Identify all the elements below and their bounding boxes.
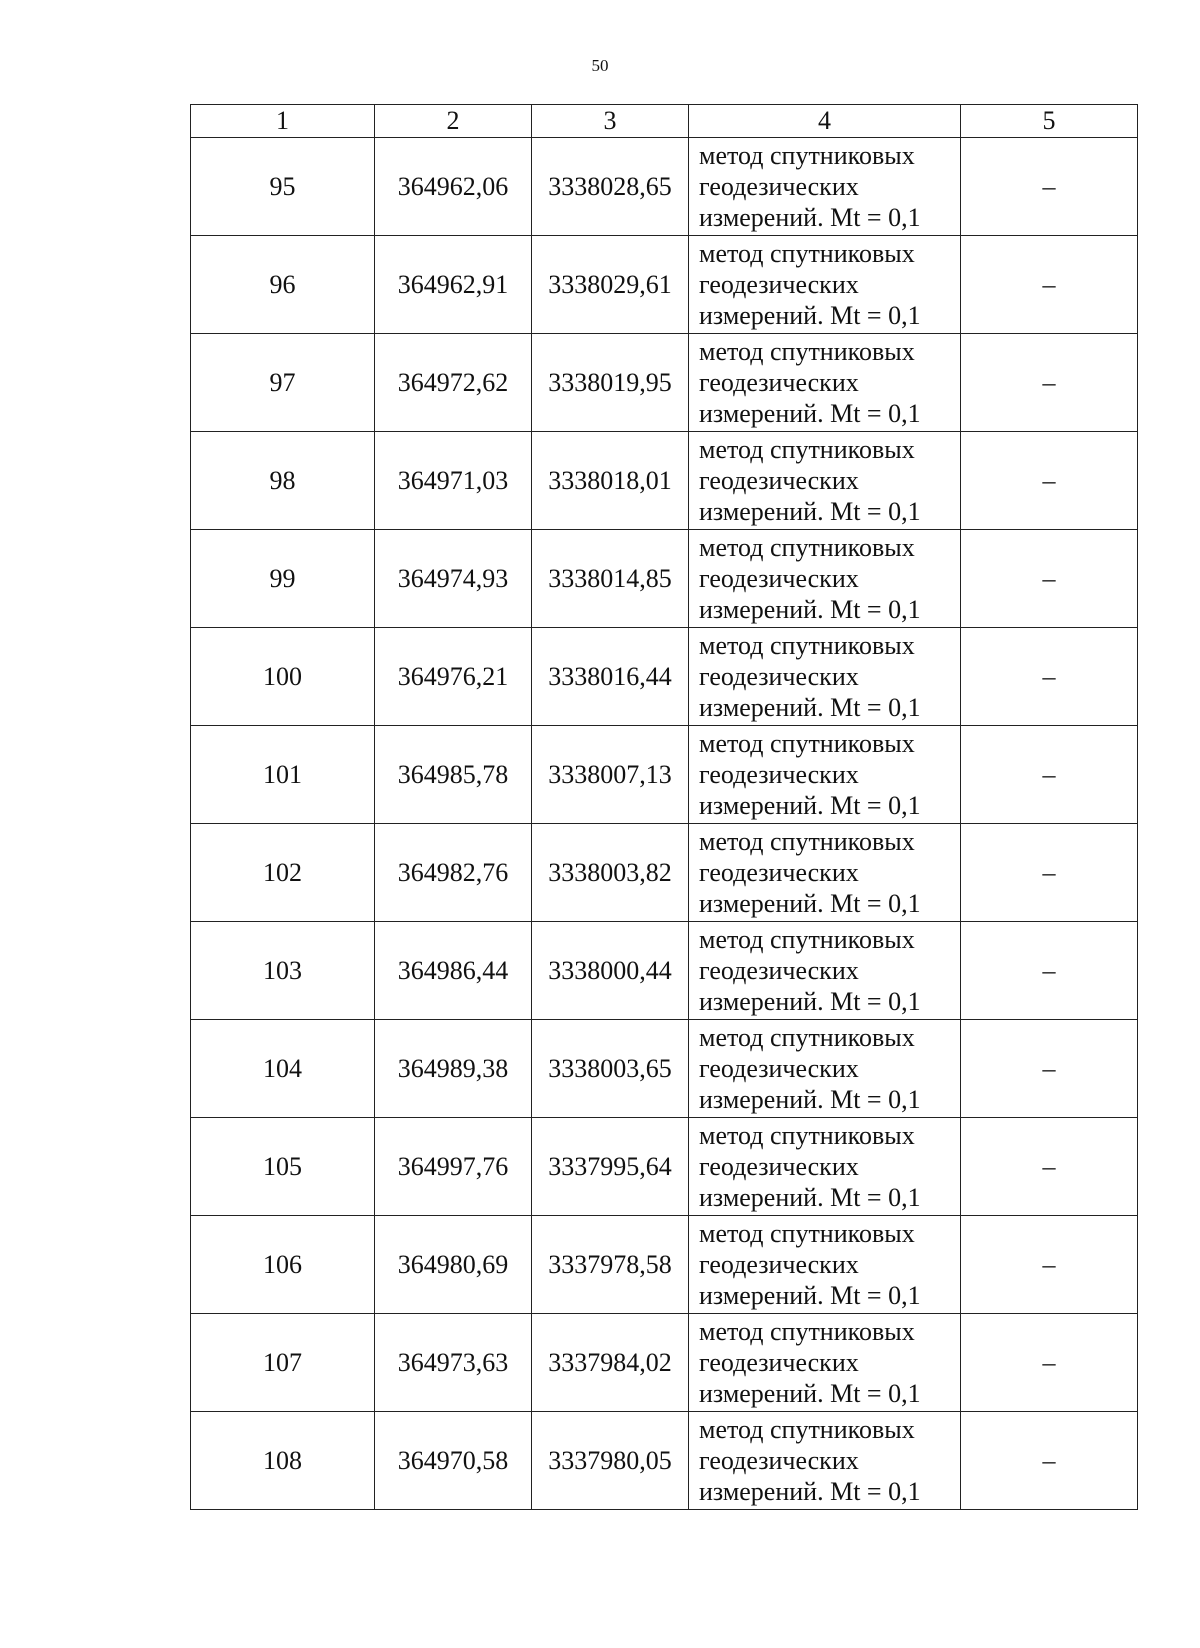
method-cell [689, 1216, 961, 1314]
method-cell [689, 138, 961, 236]
method-cell [689, 628, 961, 726]
method-cell [689, 1118, 961, 1216]
x-coordinate-cell: 364971,03 [375, 432, 532, 530]
method-line: метод спутниковых [699, 1219, 915, 1248]
note-cell: – [961, 726, 1138, 824]
method-cell [689, 334, 961, 432]
x-coordinate-cell: 364973,63 [375, 1314, 532, 1412]
y-coordinate-cell: 3337984,02 [532, 1314, 689, 1412]
method-line: метод спутниковых [699, 827, 915, 856]
method-line: геодезических [699, 172, 859, 201]
method-line: измерений. Mt = 0,1 [699, 889, 921, 918]
table-row [191, 1020, 1138, 1118]
point-number-cell: 102 [191, 824, 375, 922]
note-cell: – [961, 1118, 1138, 1216]
y-coordinate-cell: 3338029,61 [532, 236, 689, 334]
table-row [191, 824, 1138, 922]
table-row [191, 922, 1138, 1020]
method-cell [689, 236, 961, 334]
method-line: измерений. Mt = 0,1 [699, 1379, 921, 1408]
method-line: измерений. Mt = 0,1 [699, 1085, 921, 1114]
table-row [191, 138, 1138, 236]
note-cell: – [961, 1412, 1138, 1510]
point-number-cell: 103 [191, 922, 375, 1020]
point-number-cell: 104 [191, 1020, 375, 1118]
method-line: геодезических [699, 1348, 859, 1377]
method-line: измерений. Mt = 0,1 [699, 301, 921, 330]
y-coordinate-cell: 3338014,85 [532, 530, 689, 628]
method-cell [689, 922, 961, 1020]
point-number-cell: 106 [191, 1216, 375, 1314]
x-coordinate-cell: 364974,93 [375, 530, 532, 628]
x-coordinate-cell: 364997,76 [375, 1118, 532, 1216]
method-line: измерений. Mt = 0,1 [699, 987, 921, 1016]
method-line: измерений. Mt = 0,1 [699, 1281, 921, 1310]
method-line: геодезических [699, 858, 859, 887]
method-line: метод спутниковых [699, 533, 915, 562]
note-cell: – [961, 432, 1138, 530]
note-cell: – [961, 1020, 1138, 1118]
table-header [191, 105, 1138, 138]
header-row [191, 105, 1138, 138]
method-line: измерений. Mt = 0,1 [699, 693, 921, 722]
x-coordinate-cell: 364982,76 [375, 824, 532, 922]
table-row [191, 432, 1138, 530]
method-line: метод спутниковых [699, 631, 915, 660]
table-row [191, 334, 1138, 432]
table-row [191, 1216, 1138, 1314]
y-coordinate-cell: 3338019,95 [532, 334, 689, 432]
x-coordinate-cell: 364962,06 [375, 138, 532, 236]
x-coordinate-cell: 364972,62 [375, 334, 532, 432]
method-line: метод спутниковых [699, 1415, 915, 1444]
point-number-cell: 96 [191, 236, 375, 334]
x-coordinate-cell: 364985,78 [375, 726, 532, 824]
note-cell: – [961, 1314, 1138, 1412]
method-line: геодезических [699, 662, 859, 691]
method-line: геодезических [699, 1250, 859, 1279]
method-line: геодезических [699, 1446, 859, 1475]
table-row [191, 628, 1138, 726]
method-line: метод спутниковых [699, 729, 915, 758]
y-coordinate-cell: 3338003,82 [532, 824, 689, 922]
column-header-3: 3 [532, 105, 689, 138]
note-cell: – [961, 824, 1138, 922]
method-line: геодезических [699, 368, 859, 397]
x-coordinate-cell: 364980,69 [375, 1216, 532, 1314]
method-line: метод спутниковых [699, 337, 915, 366]
table-body [191, 138, 1138, 1510]
y-coordinate-cell: 3338016,44 [532, 628, 689, 726]
point-number-cell: 100 [191, 628, 375, 726]
method-line: геодезических [699, 270, 859, 299]
method-line: измерений. Mt = 0,1 [699, 203, 921, 232]
method-line: метод спутниковых [699, 141, 915, 170]
point-number-cell: 105 [191, 1118, 375, 1216]
point-number-cell: 95 [191, 138, 375, 236]
point-number-cell: 99 [191, 530, 375, 628]
method-line: геодезических [699, 466, 859, 495]
point-number-cell: 97 [191, 334, 375, 432]
method-line: геодезических [699, 1054, 859, 1083]
column-header-5: 5 [961, 105, 1138, 138]
x-coordinate-cell: 364970,58 [375, 1412, 532, 1510]
column-header-4: 4 [689, 105, 961, 138]
method-cell [689, 530, 961, 628]
method-line: метод спутниковых [699, 435, 915, 464]
method-line: метод спутниковых [699, 925, 915, 954]
note-cell: – [961, 922, 1138, 1020]
note-cell: – [961, 138, 1138, 236]
table-row [191, 726, 1138, 824]
page-number: 50 [591, 56, 609, 75]
x-coordinate-cell: 364989,38 [375, 1020, 532, 1118]
method-line: метод спутниковых [699, 1121, 915, 1150]
note-cell: – [961, 334, 1138, 432]
y-coordinate-cell: 3338028,65 [532, 138, 689, 236]
point-number-cell: 101 [191, 726, 375, 824]
y-coordinate-cell: 3337995,64 [532, 1118, 689, 1216]
method-line: геодезических [699, 760, 859, 789]
method-cell [689, 726, 961, 824]
method-line: измерений. Mt = 0,1 [699, 399, 921, 428]
table-row [191, 1314, 1138, 1412]
note-cell: – [961, 1216, 1138, 1314]
table-row [191, 1118, 1138, 1216]
method-cell [689, 432, 961, 530]
y-coordinate-cell: 3338003,65 [532, 1020, 689, 1118]
note-cell: – [961, 236, 1138, 334]
note-cell: – [961, 628, 1138, 726]
y-coordinate-cell: 3338000,44 [532, 922, 689, 1020]
note-cell: – [961, 530, 1138, 628]
table-row [191, 530, 1138, 628]
y-coordinate-cell: 3337978,58 [532, 1216, 689, 1314]
point-number-cell: 108 [191, 1412, 375, 1510]
method-cell [689, 1314, 961, 1412]
method-line: геодезических [699, 1152, 859, 1181]
coordinates-table [190, 104, 1138, 1510]
method-line: измерений. Mt = 0,1 [699, 791, 921, 820]
point-number-cell: 98 [191, 432, 375, 530]
method-line: метод спутниковых [699, 1023, 915, 1052]
method-line: геодезических [699, 956, 859, 985]
column-header-2: 2 [375, 105, 532, 138]
column-header-1: 1 [191, 105, 375, 138]
method-cell [689, 1020, 961, 1118]
method-cell [689, 824, 961, 922]
x-coordinate-cell: 364986,44 [375, 922, 532, 1020]
method-line: метод спутниковых [699, 239, 915, 268]
y-coordinate-cell: 3338007,13 [532, 726, 689, 824]
method-line: метод спутниковых [699, 1317, 915, 1346]
x-coordinate-cell: 364976,21 [375, 628, 532, 726]
method-line: измерений. Mt = 0,1 [699, 595, 921, 624]
point-number-cell: 107 [191, 1314, 375, 1412]
x-coordinate-cell: 364962,91 [375, 236, 532, 334]
method-line: измерений. Mt = 0,1 [699, 1477, 921, 1506]
y-coordinate-cell: 3337980,05 [532, 1412, 689, 1510]
y-coordinate-cell: 3338018,01 [532, 432, 689, 530]
method-line: измерений. Mt = 0,1 [699, 1183, 921, 1212]
method-line: измерений. Mt = 0,1 [699, 497, 921, 526]
method-line: геодезических [699, 564, 859, 593]
table-row [191, 236, 1138, 334]
table-row [191, 1412, 1138, 1510]
method-cell [689, 1412, 961, 1510]
